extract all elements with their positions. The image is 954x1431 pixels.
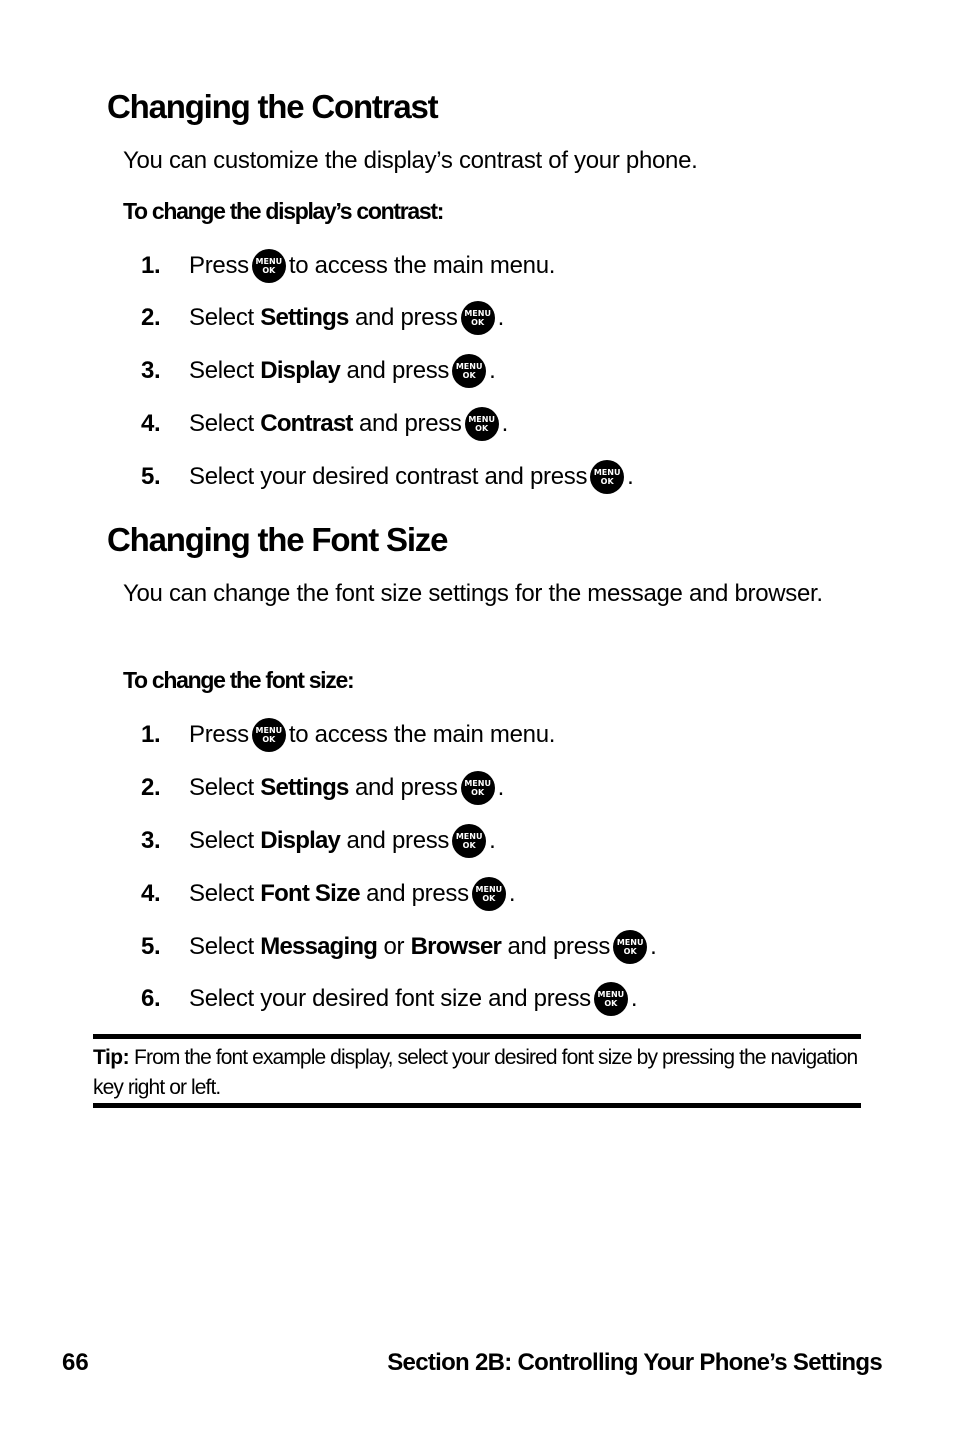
contrast-step-3: 3. Select Display and press MENU OK . xyxy=(141,353,496,389)
fontsize-intro: You can change the font size settings for the message and browser. xyxy=(123,580,823,607)
tip-label: Tip: xyxy=(93,1046,130,1069)
fontsize-step-5: 5. Select Messaging or Browser and press MENU OK . xyxy=(141,929,657,965)
menu-ok-key-icon: MENU OK xyxy=(461,301,495,335)
menu-ok-key-icon: MENU OK xyxy=(472,877,506,911)
contrast-step-2: 2. Select Settings and press MENU OK . xyxy=(141,300,504,336)
menu-ok-key-icon: MENU OK xyxy=(613,930,647,964)
section-title: Section 2B: Controlling Your Phone’s Settings xyxy=(387,1349,882,1376)
menu-ok-key-icon: MENU OK xyxy=(594,982,628,1016)
contrast-intro: You can customize the display’s contrast of your phone. xyxy=(123,147,698,174)
menu-ok-key-icon: MENU OK xyxy=(465,407,499,441)
page-number: 66 xyxy=(62,1349,89,1376)
fontsize-step-2: 2. Select Settings and press MENU OK . xyxy=(141,770,504,806)
menu-ok-key-icon: MENU OK xyxy=(452,354,486,388)
fontsize-step-1: 1. Press MENU OK to access the main menu. xyxy=(141,717,555,753)
fontsize-step-3: 3. Select Display and press MENU OK . xyxy=(141,823,496,859)
contrast-lead: To change the display’s contrast: xyxy=(123,198,444,224)
menu-ok-key-icon: MENU OK xyxy=(461,771,495,805)
tip-box xyxy=(93,1034,861,1108)
contrast-heading: Changing the Contrast xyxy=(107,88,438,125)
fontsize-step-4: 4. Select Font Size and press MENU OK . xyxy=(141,876,515,912)
fontsize-lead: To change the font size: xyxy=(123,667,354,693)
fontsize-step-6: 6. Select your desired font size and press MENU OK . xyxy=(141,981,637,1017)
menu-ok-key-icon: MENU OK xyxy=(252,718,286,752)
tip-text: From the font example display, select your desired font size by pressing the navigation key right or left. xyxy=(93,1046,858,1099)
menu-ok-key-icon: MENU OK xyxy=(590,460,624,494)
fontsize-heading: Changing the Font Size xyxy=(107,521,448,558)
contrast-step-1: 1. Press MENU OK to access the main menu. xyxy=(141,248,555,284)
menu-ok-key-icon: MENU OK xyxy=(452,824,486,858)
menu-ok-key-icon: MENU OK xyxy=(252,249,286,283)
contrast-step-4: 4. Select Contrast and press MENU OK . xyxy=(141,406,508,442)
contrast-step-5: 5. Select your desired contrast and press MENU OK . xyxy=(141,459,634,495)
